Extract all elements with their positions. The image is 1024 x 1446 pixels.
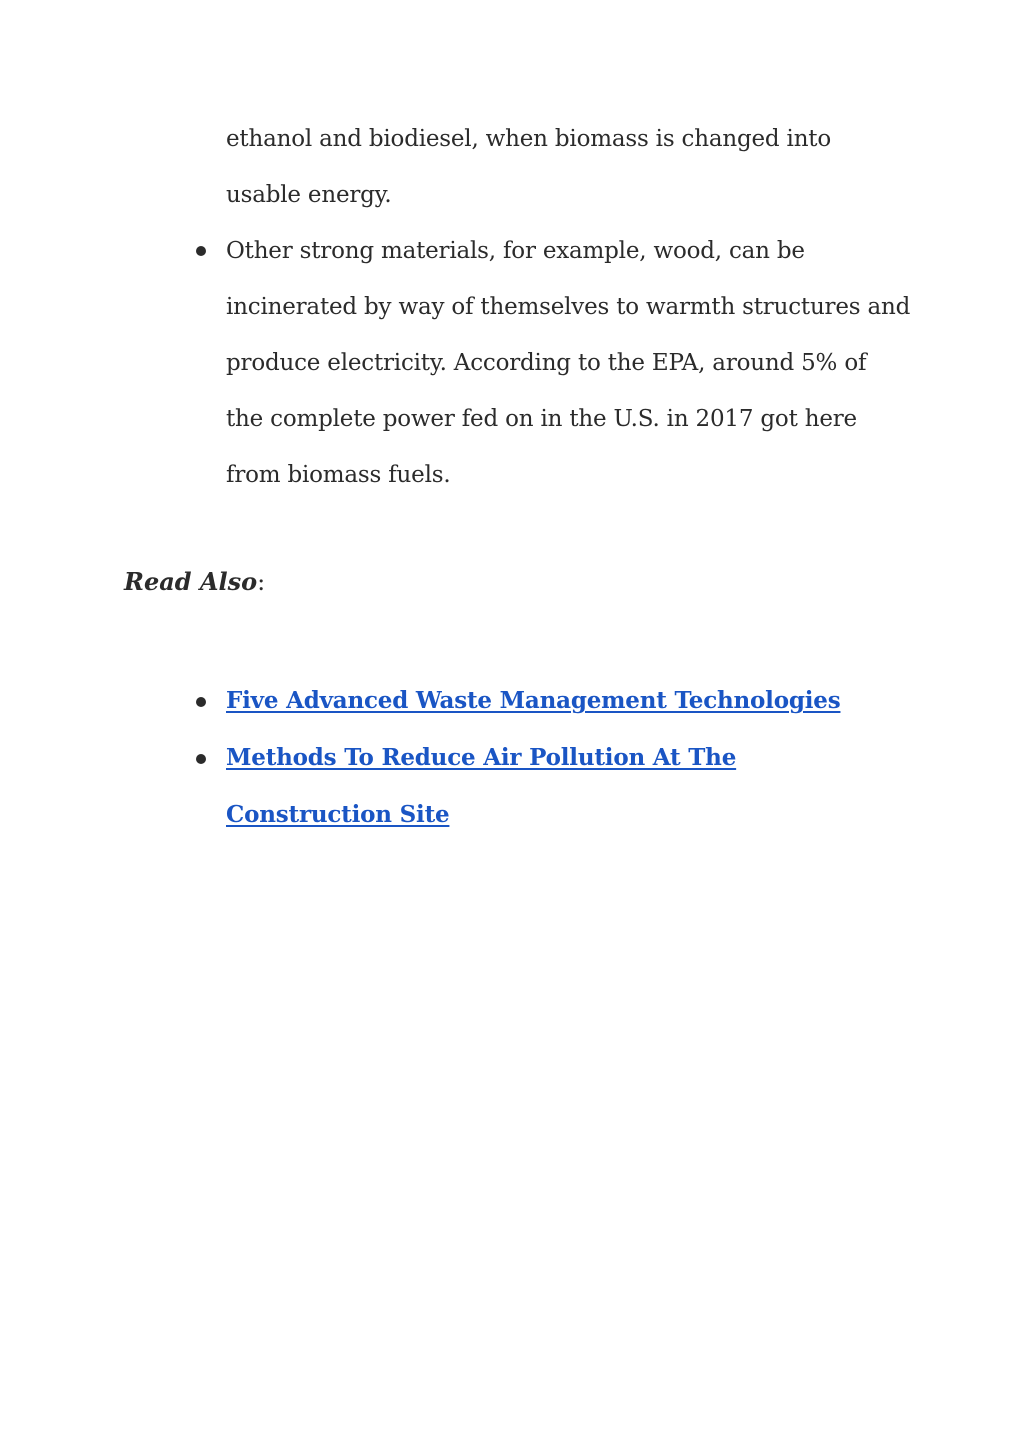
- read-also-colon: :: [257, 568, 266, 596]
- bullet-dot-icon: [196, 697, 206, 707]
- bullet-text-line: produce electricity. According to the EPA, around 5% of: [226, 350, 867, 376]
- related-link-item: [226, 743, 736, 773]
- bullet-dot-icon: [196, 754, 206, 764]
- read-also-heading: [124, 567, 265, 597]
- related-link-air-pollution-cont[interactable]: Construction Site: [226, 801, 450, 828]
- read-also-label: Read Also: [124, 567, 258, 596]
- related-link-air-pollution[interactable]: Methods To Reduce Air Pollution At The: [226, 744, 737, 771]
- body-text-line: ethanol and biodiesel, when biomass is changed into: [226, 126, 831, 152]
- bullet-text-line: the complete power fed on in the U.S. in 2017 got here: [226, 406, 857, 432]
- bullet-text-line: Other strong materials, for example, wood, can be: [226, 238, 805, 264]
- bullet-text-line: incinerated by way of themselves to warmth structures and: [226, 294, 911, 320]
- related-link-item: [226, 800, 449, 830]
- bullet-dot-icon: [196, 246, 206, 256]
- related-link-item: [226, 686, 840, 716]
- body-text-line: usable energy.: [226, 182, 392, 208]
- bullet-text-line: from biomass fuels.: [226, 462, 451, 488]
- related-link-waste-management[interactable]: Five Advanced Waste Management Technologies: [226, 687, 841, 714]
